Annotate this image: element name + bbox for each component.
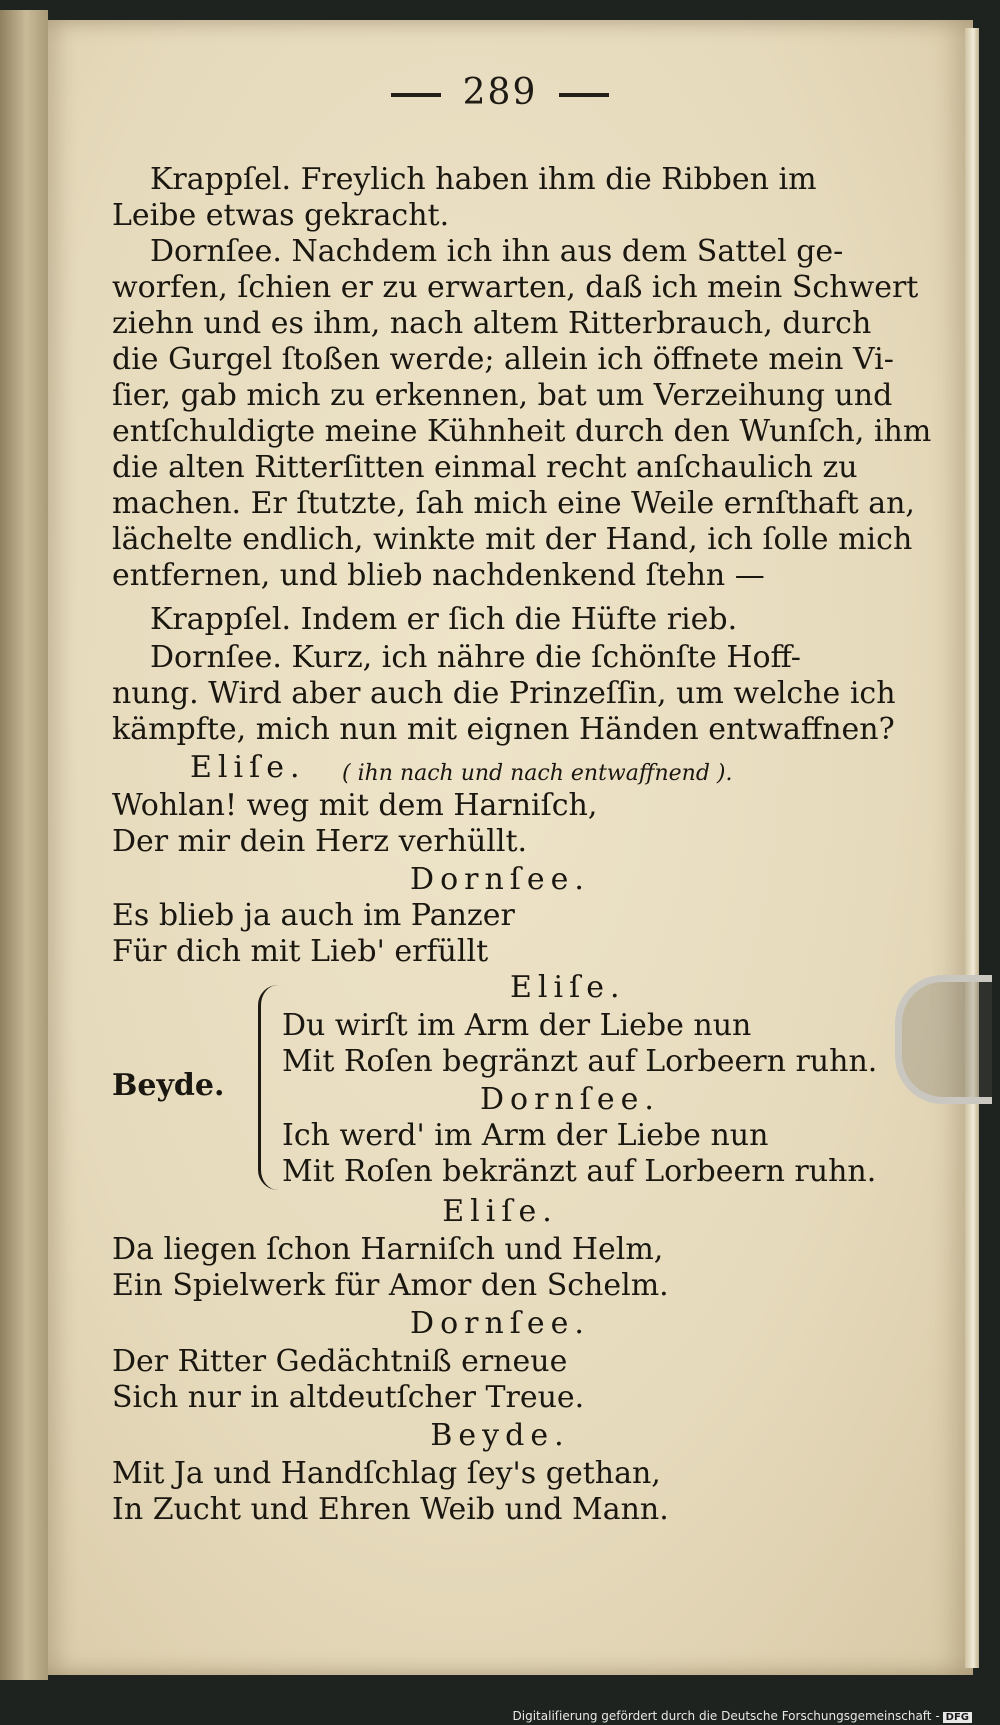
header-dash-left (391, 93, 441, 97)
text-line: kämpfte, mich nun mit eignen Händen entwaffnen? (112, 712, 895, 747)
text-line: lächelte endlich, winkte mit der Hand, ich ſolle mich (112, 522, 913, 557)
beyde-label: Beyde. (112, 1068, 225, 1103)
verse-line: Ein Spielwerk für Amor den Schelm. (112, 1268, 669, 1303)
digitization-credit (513, 1709, 972, 1723)
text-line: ziehn und es ihm, nach altem Ritterbrauch, durch (112, 306, 872, 341)
verse-line: Mit Ja und Handſchlag ſey's gethan, (112, 1456, 661, 1491)
page-clip (895, 975, 992, 1104)
verse-line: Ich werd' im Arm der Liebe nun (282, 1118, 769, 1153)
verse-line: Der Ritter Gedächtniß erneue (112, 1344, 568, 1379)
text-line: ſier, gab mich zu erkennen, bat um Verzeihung und (112, 378, 893, 413)
text-line: Dornſee. Nachdem ich ihn aus dem Sattel ge- (150, 234, 844, 269)
page-header (0, 72, 1000, 113)
text-line: entfernen, und blieb nachdenkend ſtehn — (112, 558, 765, 593)
speaker-label: Dornſee. (410, 1306, 590, 1341)
speaker-label: Eliſe. (190, 750, 306, 785)
speaker-label: Dornſee. (480, 1082, 660, 1117)
verse-line: Mit Roſen bekränzt auf Lorbeern ruhn. (282, 1154, 877, 1189)
verse-line: Mit Roſen begränzt auf Lorbeern ruhn. (282, 1044, 878, 1079)
stage-direction: ( ihn nach und nach entwaffnend ). (342, 761, 733, 786)
text-line: entſchuldigte meine Kühnheit durch den Wunſch, ihm (112, 414, 932, 449)
verse-line: Der mir dein Herz verhüllt. (112, 824, 528, 859)
text-line: Krappſel. Freylich haben ihm die Ribben im (150, 162, 817, 197)
verse-line: Da liegen ſchon Harniſch und Helm, (112, 1232, 664, 1267)
verse-line: Wohlan! weg mit dem Harniſch, (112, 788, 598, 823)
text-line: Leibe etwas gekracht. (112, 198, 450, 233)
text-line: Krappſel. Indem er ſich die Hüfte rieb. (150, 602, 738, 637)
verse-line: Es blieb ja auch im Panzer (112, 898, 515, 933)
verse-line: Sich nur in altdeutſcher Treue. (112, 1380, 585, 1415)
dfg-badge: DFG (943, 1712, 972, 1723)
verse-brace (258, 985, 279, 1190)
credit-text: Digitaliſierung gefördert durch die Deutsche Forschungsgemeinschaft - (512, 1709, 940, 1723)
text-line: nung. Wird aber auch die Prinzeſſin, um welche ich (112, 676, 896, 711)
speaker-label: Eliſe. (510, 970, 626, 1005)
verse-line: Du wirſt im Arm der Liebe nun (282, 1008, 752, 1043)
header-dash-right (559, 93, 609, 97)
text-line: machen. Er ſtutzte, ſah mich eine Weile ernſthaft an, (112, 486, 915, 521)
verse-line: In Zucht und Ehren Weib und Mann. (112, 1492, 669, 1527)
page-number: 289 (462, 72, 538, 113)
speaker-label: Dornſee. (410, 862, 590, 897)
speaker-label: Beyde. (430, 1418, 570, 1453)
speaker-label: Eliſe. (442, 1194, 558, 1229)
text-line: Dornſee. Kurz, ich nähre die ſchönſte Hoff- (150, 640, 801, 675)
text-line: worfen, ſchien er zu erwarten, daß ich mein Schwert (112, 270, 919, 305)
text-line: die alten Ritterſitten einmal recht anſchaulich zu (112, 450, 858, 485)
text-line: die Gurgel ſtoßen werde; allein ich öffnete mein Vi- (112, 342, 894, 377)
verse-line: Für dich mit Lieb' erfüllt (112, 934, 489, 969)
